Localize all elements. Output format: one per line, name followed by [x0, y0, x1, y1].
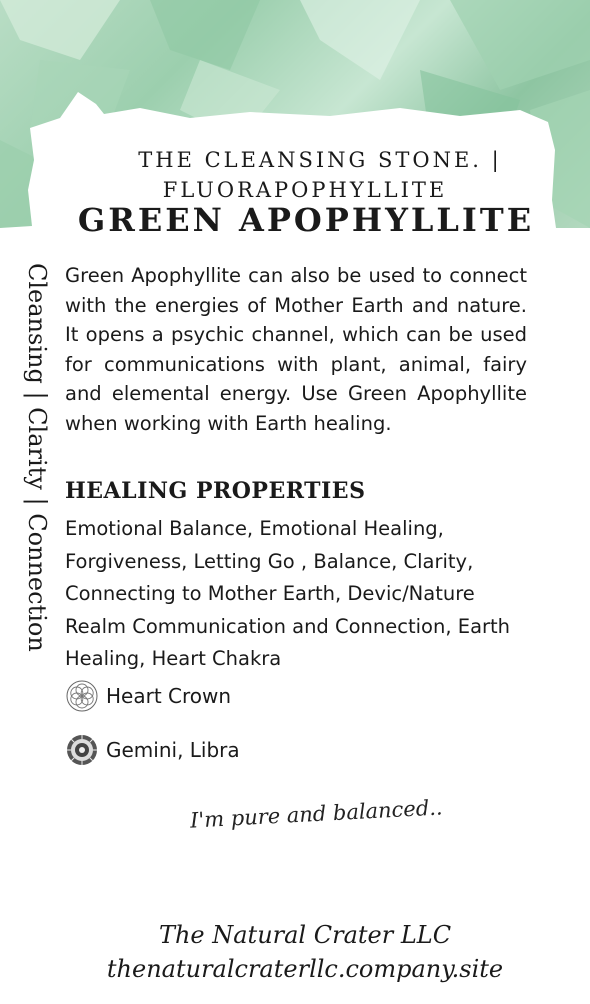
company-name: The Natural Crater LLC — [158, 921, 452, 949]
healing-heading: HEALING PROPERTIES — [65, 478, 366, 504]
company-website: thenaturalcraterllc.company.site — [106, 955, 504, 983]
affirmation-text: I'm pure and balanced.. — [189, 795, 444, 833]
zodiac-text: Gemini, Libra — [106, 738, 240, 762]
healing-properties-text: Emotional Balance, Emotional Healing, Forgiveness, Letting Go , Balance, Clarity, Connecting to Mother Earth, Devic/Nature Realm Communication and Connection, Earth Healing, Heart Chakra — [65, 517, 511, 670]
subtitle-line-1: THE CLEANSING STONE. | — [138, 148, 502, 172]
flower-of-life-icon — [65, 679, 99, 713]
page-title: GREEN APOPHYLLITE — [77, 201, 535, 239]
side-keywords-label: Cleansing | Clarity | Connection — [23, 263, 51, 652]
subtitle-line-2: FLUORAPOPHYLLITE — [162, 178, 448, 202]
description-paragraph: Green Apophyllite can also be used to connect with the energies of Mother Earth and nature. It opens a psychic channel, which can be used for communications with plant, animal, fairy and elemental energy. Use Green Apophyllite when working with Earth healing. — [65, 264, 527, 435]
chakra-row — [65, 679, 231, 713]
chakra-text: Heart Crown — [106, 684, 232, 708]
zodiac-row — [65, 733, 240, 767]
zodiac-wheel-icon — [65, 733, 99, 767]
